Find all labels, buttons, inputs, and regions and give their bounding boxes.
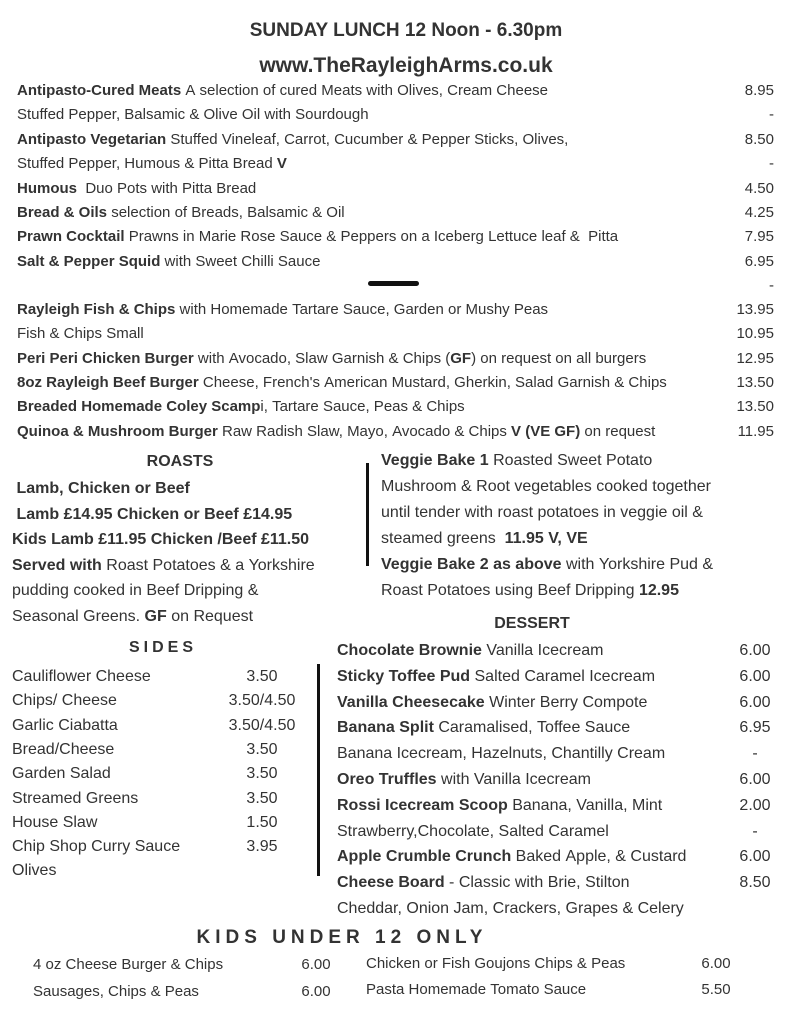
item-description: with Yorkshire Pud & bbox=[561, 556, 714, 573]
item-description: Vanilla Icecream bbox=[481, 642, 604, 659]
item-name: V (VE GF) bbox=[511, 422, 581, 440]
veggie-line bbox=[381, 451, 652, 471]
item-description: Cheddar, Onion Jam, Crackers, Grapes & Celery bbox=[337, 900, 684, 917]
item-description: Banana Icecream, Hazelnuts, Chantilly Cream bbox=[337, 745, 666, 763]
item-description: with Avocado, Slaw Garnish & Chips ( bbox=[193, 349, 451, 367]
item-name: Cheese Board bbox=[337, 874, 445, 892]
item-name: Vanilla Cheesecake bbox=[337, 693, 485, 711]
item-price: 3.50/4.50 bbox=[228, 716, 296, 734]
item-description: Salted Caramel Icecream bbox=[470, 667, 656, 685]
item-name: Lamb, Chicken or Beef bbox=[12, 480, 190, 497]
item-description: i, Tartare Sauce, Peas & Chips bbox=[260, 398, 465, 416]
item-description: on request bbox=[580, 422, 656, 440]
section-divider bbox=[368, 281, 419, 286]
item-name: Rayleigh Fish & Chips bbox=[17, 301, 176, 318]
side-line bbox=[12, 740, 114, 760]
item-description: Mushroom & Root vegetables cooked together bbox=[381, 478, 711, 495]
item-description: Chip Shop Curry Sauce bbox=[12, 838, 181, 856]
item-name: Bread & Oils bbox=[17, 204, 108, 221]
veggie-line bbox=[381, 581, 679, 601]
item-description: Seasonal Greens. bbox=[12, 608, 145, 625]
veggie-line bbox=[381, 555, 713, 575]
main-line bbox=[17, 349, 646, 369]
item-name: V bbox=[276, 155, 287, 173]
dessert-heading: DESSERT bbox=[494, 615, 570, 632]
side-line bbox=[12, 691, 117, 711]
dessert-line bbox=[337, 641, 603, 661]
starter-line bbox=[17, 154, 287, 174]
item-description: Cheese, French's American Mustard, Gherkin, Salad Garnish & Chips bbox=[198, 373, 667, 391]
item-price: 2.00 bbox=[739, 796, 771, 814]
veggie-line bbox=[381, 503, 703, 523]
item-name: 8oz Rayleigh Beef Burger bbox=[17, 373, 199, 391]
kids-heading: KIDS UNDER 12 ONLY bbox=[196, 927, 488, 948]
item-price: 8.50 bbox=[739, 874, 771, 892]
website-link[interactable]: www.TheRayleighArms.co.uk bbox=[259, 54, 553, 77]
item-price: 13.50 bbox=[736, 373, 774, 391]
kids-line bbox=[33, 982, 199, 1002]
item-name: Antipasto-Cured Meats bbox=[17, 82, 182, 99]
item-price: 6.00 bbox=[301, 983, 331, 1000]
item-price: - bbox=[769, 106, 774, 124]
item-price: 11.95 bbox=[737, 422, 774, 440]
item-price: 12.95 bbox=[736, 349, 774, 367]
starter-line bbox=[17, 81, 548, 101]
item-description: on Request bbox=[166, 608, 254, 625]
item-price: 6.00 bbox=[739, 848, 771, 866]
dessert-line bbox=[337, 873, 630, 893]
item-description: steamed greens bbox=[381, 530, 505, 547]
item-description: Pasta Homemade Tomato Sauce bbox=[366, 981, 587, 998]
item-description: Chips/ Cheese bbox=[12, 692, 117, 710]
item-description: Stuffed Pepper, Balsamic & Olive Oil with Sourdough bbox=[17, 106, 369, 124]
side-line bbox=[12, 789, 138, 809]
item-name: Salt & Pepper Squid bbox=[17, 252, 161, 270]
main-line bbox=[17, 300, 548, 320]
item-name: Rossi Icecream Scoop bbox=[337, 796, 508, 814]
item-price: - bbox=[769, 155, 774, 173]
item-price: 6.00 bbox=[739, 667, 771, 685]
item-price: 6.00 bbox=[739, 642, 771, 659]
starter-line bbox=[17, 179, 256, 199]
item-description: Cauliflower Cheese bbox=[12, 668, 151, 685]
side-line bbox=[12, 837, 180, 857]
main-line bbox=[17, 373, 667, 393]
roast-line bbox=[12, 607, 253, 627]
item-price: 4.25 bbox=[744, 204, 774, 221]
item-name: Served with bbox=[12, 556, 102, 574]
roast-line bbox=[12, 530, 309, 550]
item-description: Garlic Ciabatta bbox=[12, 716, 118, 734]
item-price: 13.50 bbox=[736, 398, 774, 416]
kids-line bbox=[366, 954, 625, 974]
item-description: Olives bbox=[12, 862, 57, 880]
item-description: pudding cooked in Beef Dripping & bbox=[12, 582, 259, 600]
item-name: Quinoa & Mushroom Burger bbox=[17, 422, 218, 440]
roasts-heading: ROASTS bbox=[146, 453, 214, 470]
item-name: Chocolate Brownie bbox=[337, 642, 482, 659]
item-name: Banana Split bbox=[337, 719, 434, 737]
item-description: Stuffed Pepper, Humous & Pitta Bread bbox=[17, 155, 277, 173]
side-line bbox=[12, 716, 118, 736]
kids-line bbox=[366, 980, 586, 1000]
item-price: 6.00 bbox=[301, 956, 331, 973]
item-name: Peri Peri Chicken Burger bbox=[17, 349, 194, 367]
side-line bbox=[12, 861, 56, 881]
dessert-line bbox=[337, 899, 684, 919]
item-name: Humous bbox=[17, 179, 77, 197]
veggie-line bbox=[381, 477, 711, 497]
starter-line bbox=[17, 252, 320, 272]
dessert-line bbox=[337, 667, 655, 687]
item-description: A selection of cured Meats with Olives, Cream Cheese bbox=[181, 82, 549, 99]
item-name: Veggie Bake 1 bbox=[381, 452, 489, 469]
dessert-line bbox=[337, 822, 609, 842]
item-price: - bbox=[752, 822, 758, 840]
column-divider-roasts bbox=[366, 463, 369, 566]
item-price: 4.50 bbox=[744, 179, 774, 197]
item-description: until tender with roast potatoes in veggie oil & bbox=[381, 504, 703, 521]
item-price: 10.95 bbox=[736, 325, 774, 343]
item-description: Garden Salad bbox=[12, 765, 111, 783]
item-description: Prawns in Marie Rose Sauce & Peppers on a Iceberg Lettuce leaf & Pitta bbox=[124, 228, 619, 246]
item-description: Banana, Vanilla, Mint bbox=[507, 796, 663, 814]
item-price: 3.50 bbox=[246, 765, 278, 783]
item-description: Winter Berry Compote bbox=[484, 693, 648, 711]
item-price: 6.95 bbox=[744, 252, 774, 270]
item-description: House Slaw bbox=[12, 813, 98, 831]
item-name: 12.95 bbox=[638, 582, 679, 599]
item-description: 4 oz Cheese Burger & Chips bbox=[33, 956, 224, 973]
kids-line bbox=[33, 955, 223, 975]
item-description: ) on request on all burgers bbox=[471, 349, 647, 367]
item-name: Lamb £14.95 Chicken or Beef £14.95 bbox=[12, 505, 293, 523]
item-description: with Vanilla Icecream bbox=[436, 771, 592, 788]
item-name: Prawn Cocktail bbox=[17, 228, 125, 246]
item-price: 5.50 bbox=[701, 981, 731, 998]
item-price: 3.50 bbox=[246, 789, 278, 807]
side-line bbox=[12, 813, 97, 833]
roast-line bbox=[12, 479, 190, 499]
item-price: 13.95 bbox=[736, 301, 774, 318]
item-name: Oreo Truffles bbox=[337, 771, 437, 788]
dessert-line bbox=[337, 718, 630, 738]
item-price: 3.50/4.50 bbox=[228, 692, 296, 710]
column-divider-sides bbox=[317, 664, 320, 876]
starter-line bbox=[17, 130, 568, 150]
item-description: Stuffed Vineleaf, Carrot, Cucumber & Pepper Sticks, Olives, bbox=[166, 130, 569, 148]
side-line bbox=[12, 764, 111, 784]
starter-line bbox=[17, 105, 369, 125]
item-description: Bread/Cheese bbox=[12, 740, 115, 758]
item-description: Raw Radish Slaw, Mayo, Avocado & Chips bbox=[217, 422, 512, 440]
item-description: selection of Breads, Balsamic & Oil bbox=[107, 204, 345, 221]
item-price: 1.50 bbox=[246, 813, 278, 831]
item-price: 6.00 bbox=[701, 955, 731, 972]
item-description: - Classic with Brie, Stilton bbox=[444, 874, 630, 892]
item-price: 3.50 bbox=[246, 668, 278, 685]
item-name: Kids Lamb £11.95 Chicken /Beef £11.50 bbox=[12, 531, 310, 549]
item-description: Streamed Greens bbox=[12, 789, 139, 807]
dessert-line bbox=[337, 744, 665, 764]
main-line bbox=[17, 397, 465, 417]
veggie-line bbox=[381, 529, 588, 549]
item-name: GF bbox=[450, 349, 472, 367]
item-price: - bbox=[752, 745, 758, 763]
roast-line bbox=[12, 505, 292, 525]
item-name: GF bbox=[144, 608, 167, 625]
item-name: Apple Crumble Crunch bbox=[337, 848, 512, 866]
item-description: with Homemade Tartare Sauce, Garden or Mushy Peas bbox=[175, 301, 549, 318]
starter-line bbox=[17, 203, 345, 223]
item-price: 8.95 bbox=[744, 82, 774, 99]
item-name: Sticky Toffee Pud bbox=[337, 667, 471, 685]
side-line bbox=[12, 667, 151, 687]
item-price: 6.00 bbox=[739, 771, 771, 788]
item-description: Sausages, Chips & Peas bbox=[33, 983, 199, 1000]
sides-heading: SIDES bbox=[128, 639, 198, 656]
dessert-line bbox=[337, 770, 591, 790]
item-name: 11.95 V, VE bbox=[504, 530, 588, 547]
item-price: - bbox=[769, 277, 774, 295]
item-description: Strawberry,Chocolate, Salted Caramel bbox=[337, 822, 609, 840]
dessert-line bbox=[337, 847, 686, 867]
roast-line bbox=[12, 581, 258, 601]
item-price: 7.95 bbox=[744, 228, 774, 246]
item-description: Chicken or Fish Goujons Chips & Peas bbox=[366, 955, 626, 972]
item-name: Breaded Homemade Coley Scamp bbox=[17, 398, 261, 416]
item-description: Roast Potatoes & a Yorkshire bbox=[101, 556, 315, 574]
item-description: Caramalised, Toffee Sauce bbox=[433, 719, 631, 737]
item-price: 8.50 bbox=[744, 130, 774, 148]
roast-line bbox=[12, 556, 315, 576]
item-description: Roast Potatoes using Beef Dripping bbox=[381, 582, 639, 599]
item-price: 6.00 bbox=[739, 693, 771, 711]
item-description: with Sweet Chilli Sauce bbox=[160, 252, 321, 270]
starter-line bbox=[17, 227, 618, 247]
dessert-line bbox=[337, 796, 662, 816]
item-price: 3.50 bbox=[246, 740, 278, 758]
item-name: Veggie Bake 2 as above bbox=[381, 556, 562, 573]
item-description: Fish & Chips Small bbox=[17, 325, 144, 343]
main-line bbox=[17, 422, 655, 442]
main-line bbox=[17, 324, 144, 344]
item-price: 6.95 bbox=[739, 719, 771, 737]
item-description: Roasted Sweet Potato bbox=[488, 452, 653, 469]
item-price: 3.95 bbox=[246, 838, 278, 856]
menu-title: SUNDAY LUNCH 12 Noon - 6.30pm bbox=[249, 20, 563, 41]
item-description: Duo Pots with Pitta Bread bbox=[77, 179, 257, 197]
item-name: Antipasto Vegetarian bbox=[17, 130, 167, 148]
dessert-line bbox=[337, 693, 647, 713]
item-description: Baked Apple, & Custard bbox=[511, 848, 687, 866]
